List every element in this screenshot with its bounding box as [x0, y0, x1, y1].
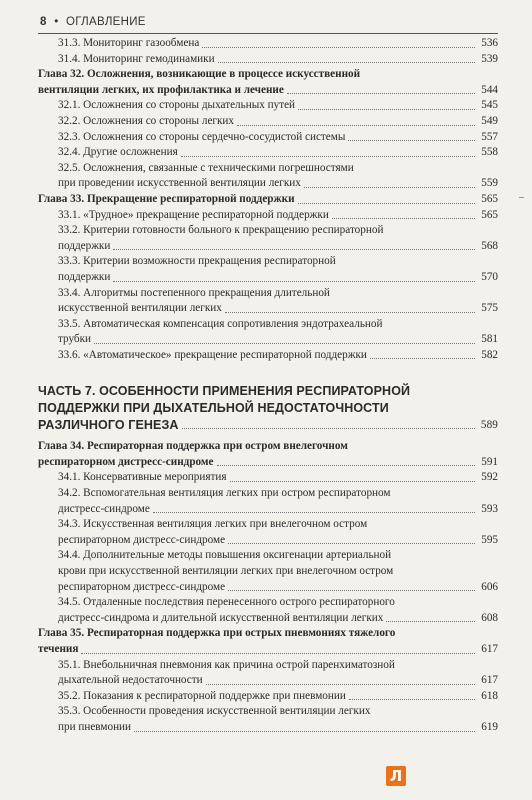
publisher-logo-icon: Л	[386, 766, 406, 786]
dot-leader	[134, 731, 475, 732]
dot-leader	[206, 684, 475, 685]
dot-leader	[113, 281, 475, 282]
dot-leader	[94, 343, 475, 344]
toc-page-number: 558	[481, 146, 498, 159]
toc-entry-text: поддержки	[58, 270, 111, 283]
toc-entry-text: 33.4. Алгоритмы постепенного прекращения длительной	[58, 286, 330, 299]
toc-entry	[38, 704, 498, 735]
toc-entry-text: 33.1. «Трудное» прекращение респираторной поддержки	[58, 208, 329, 221]
toc-chapter	[38, 626, 498, 657]
toc-page-number: 570	[481, 270, 498, 283]
toc-entry-text: Глава 33. Прекращение респираторной поддержки	[38, 192, 295, 205]
toc-entry-text: 31.4. Мониторинг гемодинамики	[58, 52, 215, 65]
toc-entry	[38, 36, 498, 52]
toc-page-number: 617	[481, 642, 498, 655]
toc-page-number: 544	[481, 83, 498, 96]
dot-leader	[332, 218, 475, 219]
toc-page-number: 575	[481, 302, 498, 315]
page-edge-mark	[519, 197, 524, 198]
header-bullet: •	[54, 16, 59, 28]
toc-entry-text: 32.3. Осложнения со стороны сердечно-сосудистой системы	[58, 130, 346, 143]
dot-leader	[228, 543, 475, 544]
running-header	[40, 16, 498, 28]
toc-entry-text: при проведении искусственной вентиляции легких	[58, 177, 301, 190]
toc-entry-text: РАЗЛИЧНОГО ГЕНЕЗА	[38, 417, 179, 432]
toc-page-number: 617	[481, 674, 498, 687]
toc-entry-text: респираторном дистресс-синдроме	[38, 455, 214, 468]
dot-leader	[218, 62, 475, 63]
toc-entry-text: 35.2. Показания к респираторной поддержке при пневмонии	[58, 689, 346, 702]
toc-part	[38, 383, 498, 433]
toc-entry-text: течения	[38, 642, 79, 655]
dot-leader	[217, 465, 475, 466]
toc-entry-text: респираторном дистресс-синдроме	[58, 533, 226, 546]
toc-chapter	[38, 192, 498, 208]
toc-page-number: 591	[481, 455, 498, 468]
toc-entry	[38, 130, 498, 146]
toc-page-number: 539	[481, 52, 498, 65]
toc-entry-text: 34.2. Вспомогательная вентиляция легких при остром респираторном	[58, 487, 391, 500]
toc-entry-text: 33.2. Критерии готовности больного к прекращению респираторной	[58, 224, 384, 237]
dot-leader	[298, 203, 475, 204]
toc-entry	[38, 254, 498, 285]
dot-leader	[230, 481, 475, 482]
dot-leader	[225, 312, 475, 313]
header-rule	[38, 33, 498, 34]
dot-leader	[153, 512, 475, 513]
toc-page-number: 619	[481, 720, 498, 733]
toc-entry-text: ЧАСТЬ 7. ОСОБЕННОСТИ ПРИМЕНЕНИЯ РЕСПИРАТОРНОЙ	[38, 384, 411, 399]
dot-leader	[182, 428, 475, 429]
page-number: 8	[40, 16, 47, 28]
toc-entry	[38, 223, 498, 254]
toc-entry	[38, 348, 498, 364]
toc-entry	[38, 145, 498, 161]
toc-entry-text: трубки	[58, 333, 92, 346]
toc-entry	[38, 208, 498, 224]
toc-entry-text: 35.1. Внебольничная пневмония как причина острой паренхиматозной	[58, 658, 395, 671]
toc-entry-text: 32.4. Другие осложнения	[58, 146, 178, 159]
toc-entry	[38, 689, 498, 705]
toc-entry	[38, 317, 498, 348]
toc-entry-text: Глава 34. Респираторная поддержка при остром внелегочном	[38, 440, 348, 453]
toc-page-number: 618	[481, 689, 498, 702]
toc-entry-text: 32.2. Осложнения со стороны легких	[58, 114, 235, 127]
dot-leader	[304, 187, 475, 188]
toc-entry	[38, 286, 498, 317]
toc-entry-text: 35.3. Особенности проведения искусственной вентиляции легких	[58, 705, 371, 718]
toc-chapter	[38, 67, 498, 98]
toc-page-number: 592	[481, 471, 498, 484]
dot-leader	[287, 93, 475, 94]
toc-entry	[38, 548, 498, 595]
toc-entry	[38, 595, 498, 626]
toc-entry-text: поддержки	[58, 239, 111, 252]
toc-entry-text: Глава 32. Осложнения, возникающие в процессе искусственной	[38, 68, 361, 81]
toc-entry-text: 33.5. Автоматическая компенсация сопротивления эндотрахеальной	[58, 317, 383, 330]
toc-entry	[38, 161, 498, 192]
toc-entry-text: вентиляции легких, их профилактика и лечение	[38, 83, 284, 96]
toc-entry-text: Глава 35. Респираторная поддержка при острых пневмониях тяжелого	[38, 627, 396, 640]
dot-leader	[348, 140, 475, 141]
toc-page-number: 565	[481, 192, 498, 205]
toc-entry-text: дистресс-синдроме	[58, 502, 150, 515]
toc-entry-text: 34.5. Отдаленные последствия перенесенного острого респираторного	[58, 596, 395, 609]
toc-entry-text: 31.3. Мониторинг газообмена	[58, 37, 200, 49]
toc-entry	[38, 114, 498, 130]
toc-page-number: 608	[481, 611, 498, 624]
dot-leader	[298, 109, 475, 110]
toc-entry-text: 34.1. Консервативные мероприятия	[58, 471, 227, 484]
dot-leader	[202, 47, 475, 48]
dot-leader	[370, 358, 475, 359]
toc-entry-text: ПОДДЕРЖКИ ПРИ ДЫХАТЕЛЬНОЙ НЕДОСТАТОЧНОСТИ	[38, 401, 389, 416]
toc-page-number: 589	[480, 418, 498, 431]
dot-leader	[237, 125, 475, 126]
section-gap	[38, 363, 498, 383]
toc-page-number: 581	[481, 333, 498, 346]
toc-page-number: 549	[481, 114, 498, 127]
toc-entry	[38, 658, 498, 689]
toc-entry-text: 33.3. Критерии возможности прекращения респираторной	[58, 255, 336, 268]
toc-page-number: 595	[481, 533, 498, 546]
running-header-title: ОГЛАВЛЕНИЕ	[66, 16, 146, 28]
dot-leader	[386, 621, 475, 622]
toc-entry	[38, 486, 498, 517]
dot-leader	[113, 249, 475, 250]
toc-page-number: 557	[481, 130, 498, 143]
toc-entry-text: 34.4. Дополнительные методы повышения оксигенации артериальной	[58, 549, 392, 562]
toc-entry-text: 32.1. Осложнения со стороны дыхательных путей	[58, 99, 296, 112]
toc-entry-text: 32.5. Осложнения, связанные с техническими погрешностями	[58, 161, 354, 174]
toc-entry-text: крови при искусственной вентиляции легких при внелегочном остром	[58, 565, 394, 577]
toc-page-number: 545	[481, 99, 498, 112]
toc-entry	[38, 517, 498, 548]
toc-page-number: 606	[481, 580, 498, 593]
toc-entry	[38, 470, 498, 486]
toc-entry-text: респираторном дистресс-синдроме	[58, 580, 226, 593]
toc-entry-text: 34.3. Искусственная вентиляция легких при внелегочном остром	[58, 518, 368, 531]
dot-leader	[81, 653, 475, 654]
toc-page-number: 559	[481, 177, 498, 190]
table-of-contents	[38, 36, 498, 736]
dot-leader	[228, 590, 475, 591]
dot-leader	[349, 699, 475, 700]
toc-page-number: 582	[481, 348, 498, 361]
toc-entry-text: искусственной вентиляции легких	[58, 302, 222, 315]
toc-page-number: 536	[481, 37, 498, 49]
toc-entry-text: при пневмонии	[58, 720, 132, 733]
toc-page-number: 593	[481, 502, 498, 515]
toc-page-number: 568	[481, 239, 498, 252]
toc-entry-text: 33.6. «Автоматическое» прекращение респираторной поддержки	[58, 348, 367, 361]
toc-chapter	[38, 439, 498, 470]
toc-entry	[38, 52, 498, 68]
toc-entry-text: дистресс-синдрома и длительной искусственной вентиляции легких	[58, 611, 384, 624]
toc-page-number: 565	[481, 208, 498, 221]
toc-entry-text: дыхательной недостаточности	[58, 674, 203, 687]
dot-leader	[181, 156, 475, 157]
toc-entry	[38, 98, 498, 114]
